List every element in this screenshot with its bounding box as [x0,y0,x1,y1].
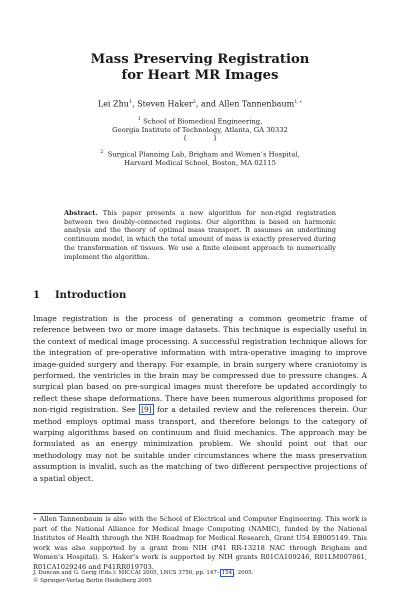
abstract [64,209,336,261]
abstract-text: This paper presents a new algorithm for non-rigid registration between two doubly-connected regions. Our algorithm is based on harmonic analysis and the theory of optimal mass transport. It assumes an underlining continuum model, in which the total amount of mass is exactly preserved during the transformation of tissues. We use a finite element approach to numerically implement the algorithm. [64,209,336,261]
body-text: Image registration is the process of generating a common geometric frame of reference between two or more image datasets. This technique is especially useful in the context of medical image processing. A successful registration technique allows for the integration of pre-operative information with intra-operative imaging to improve image-guided surgery and therapy. For example, in brain surgery where craniotomy is performed, the ventricles in the brain may be compressed due to pressure changes. A surgical plan based on pre-surgical images must therefore be updated accordingly to reflect these shape deformations. There have been numerous algorithms proposed for non-rigid registration. See [33,314,367,415]
body-paragraph [33,313,367,484]
author-list [0,97,400,110]
author-separator: , [132,99,138,109]
author-affiliation-mark: 1 [128,99,133,105]
paper-title [0,52,400,84]
title-line-2: for Heart MR Images [121,68,279,83]
author-name: Allen Tannenbaum [218,99,295,109]
title-line-1: Mass Preserving Registration [90,52,310,67]
affiliation-1-line-3: { } [182,134,218,143]
body-text: for a detailed review and the references therein. Our method employs optimal mass transport, and therefore belongs to the category of warping algorithms based on continuum and fluid mechanics. The approach may be formulated as an energy minimization problem. We should point out that our methodology may not be suitable under circumstances where the mass preservation assumption is invalid, such as the matching of two different perspective projections of a spatial object. [33,405,367,483]
author-name: Lei Zhu [97,99,129,109]
affiliation-2-line-2: Harvard Medical School, Boston, MA 02115 [124,158,276,167]
footnote-marker: ⋆ [33,515,38,523]
citation-link[interactable]: [9] [141,405,152,415]
author-affiliation-mark: 2 [192,99,196,105]
footnote [33,515,367,573]
publication-info [33,570,367,585]
section-heading [33,290,126,301]
affiliation-mark: 2 [100,149,104,155]
author-name: Steven Haker [137,99,193,109]
section-number: 1 [33,290,40,301]
abstract-label: Abstract. [64,209,98,217]
affiliation-mark: 1 [137,116,141,122]
affiliation-1 [0,115,400,143]
affiliation-2 [0,148,400,167]
affiliation-1-line-2: Georgia Institute of Technology, Atlanta, GA 30332 [112,125,288,134]
author-separator: , and [195,99,219,109]
section-title: Introduction [55,290,127,301]
publication-text: , 2005. [234,570,254,576]
footnote-rule [33,513,123,514]
affiliation-text: School of Biomedical Engineering, [143,117,263,126]
publication-line-1 [33,570,367,578]
copyright-line: © Springer-Verlag Berlin Heidelberg 2005 [33,577,152,584]
page-range-link[interactable]: 154 [221,570,233,576]
publication-text: J. Duncan and G. Gerig (Eds.): MICCAI 2005, LNCS 3750, pp. 147– [33,570,220,576]
affiliation-text: Surgical Planning Lab, Brigham and Women’s Hospital, [107,150,300,159]
affiliation-1-line-1 [0,115,400,126]
footnote-text: Allen Tannenbaum is also with the School of Electrical and Computer Engineering. This work is part of the National Alliance for Medical Image Computing (NAMIC), funded by the National Institutes of Health through the NIH Roadmap for Medical Research, Grant U54 EB005149. This work was also supported by a grant from NIH (P41 RR-13218 NAC through Brigham and Women’s Hospital). S. Haker’s work is supported by NIH grants R01CA109246, R01LM007861, R01CA1029246 and P41RR019703. [33,515,367,571]
author-affiliation-mark: 1,⋆ [294,99,303,105]
affiliation-2-line-1 [0,148,400,159]
